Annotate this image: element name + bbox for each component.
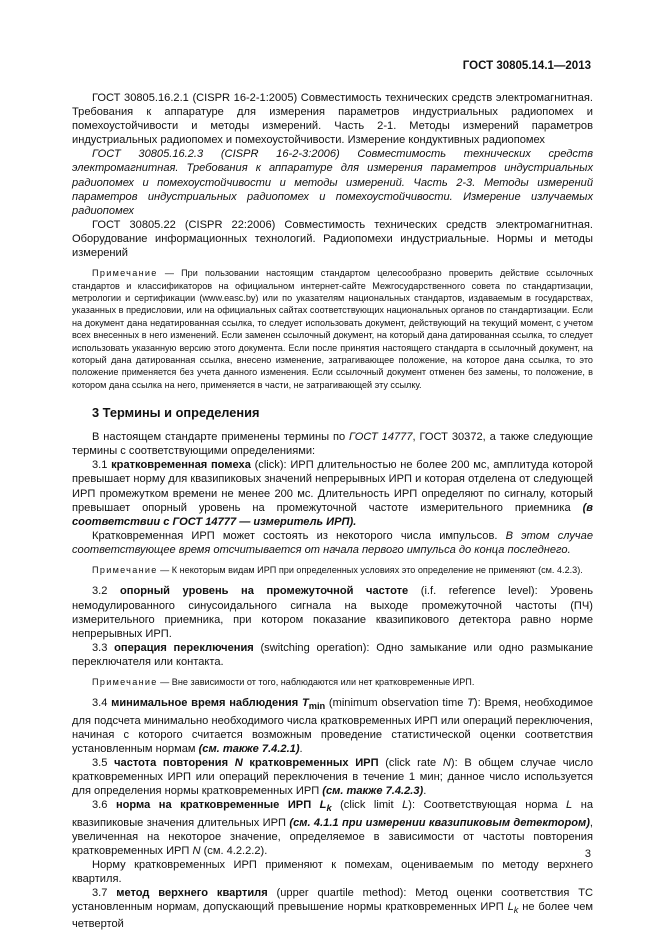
term-3-4 bbox=[72, 696, 593, 756]
note-3-3 bbox=[72, 676, 593, 688]
section-intro bbox=[72, 430, 593, 458]
note-dash: — bbox=[157, 268, 182, 279]
note-text: К некоторым видам ИРП при определенных условиях это определение не применяют (см. 4.2.3). bbox=[171, 565, 583, 576]
intro-text-end: , ГОСТ 30372, а также следующие термины с соответствующими определениями: bbox=[72, 431, 593, 458]
term-3-6 bbox=[72, 798, 593, 858]
term-definition: (minimum observation time bbox=[325, 697, 468, 710]
extra-text: Кратковременная ИРП может состоять из некоторого числа импульсов. bbox=[92, 529, 506, 542]
reference-gost-30805-16-2-1 bbox=[72, 91, 593, 147]
term-name: опорный уровень на промежуточной частоте bbox=[119, 585, 409, 598]
term-definition: (switching operation): Одно замыкание или одно размыкание переключателя или контакта. bbox=[72, 641, 593, 668]
term-name: частота повторения bbox=[114, 757, 235, 769]
term-symbol-inline: L bbox=[507, 901, 514, 914]
term-end: . bbox=[299, 742, 303, 755]
intro-text: В настоящем стандарте применены термины по bbox=[92, 431, 350, 444]
note-references bbox=[72, 267, 593, 391]
term-symbol-inline: N bbox=[192, 844, 201, 857]
term-name: норма на кратковременные ИРП bbox=[115, 799, 320, 812]
term-number: 3.5 bbox=[92, 757, 115, 769]
term-definition-cont: не более чем четвертой bbox=[72, 901, 593, 931]
term-symbol-inline: L bbox=[402, 799, 409, 812]
reference-code: ГОСТ 30805.16.2.1 (CISPR 16-2-1:2005) bbox=[92, 92, 298, 104]
term-symbol-subscript: k bbox=[513, 905, 519, 916]
term-3-5 bbox=[72, 756, 593, 798]
term-3-1 bbox=[72, 458, 593, 528]
term-symbol-inline: L bbox=[566, 799, 573, 812]
note-label: Примечание bbox=[92, 565, 158, 576]
term-definition: (click limit bbox=[331, 799, 403, 812]
term-symbol: T bbox=[301, 697, 309, 710]
term-name: кратковременная помеха bbox=[111, 459, 251, 472]
note-dash: — bbox=[157, 565, 172, 576]
term-number: 3.7 bbox=[92, 887, 117, 900]
term-3-3 bbox=[72, 641, 593, 669]
page-number: 3 bbox=[584, 848, 591, 860]
note-3-1 bbox=[72, 564, 593, 576]
term-name: минимальное время наблюдения bbox=[111, 697, 302, 710]
term-number: 3.6 bbox=[92, 799, 116, 812]
document-code-header: ГОСТ 30805.14.1—2013 bbox=[462, 60, 591, 72]
term-definition: (click rate bbox=[378, 757, 443, 769]
term-definition-end: (см. 4.2.2.2). bbox=[200, 844, 268, 857]
term-definition-cont: ): В общем случае число кратковременных ИРП или операций переключения в течение 1 мин; данное число используется для определения нормы кратковременных ИРП bbox=[72, 757, 593, 798]
intro-gost-ref: ГОСТ 14777 bbox=[349, 431, 413, 444]
term-reference: (в соответствии с ГОСТ 14777 — измеритель ИРП). bbox=[72, 501, 593, 528]
note-label: Примечание bbox=[92, 677, 158, 687]
reference-gost-30805-16-2-3: ГОСТ 30805.16.2.3 (CISPR 16-2-3:2006) Совместимость технических средств электромагнитная. Требования к аппаратуре для измерения параметров индустриальных радиопомех и помехоустойчивости и методы измерений. Часть 2-3. Методы измерений параметров индустриальных радиопомех и помехоустойчивости. Измерение излучаемых радиопомех bbox=[72, 148, 593, 217]
reference-title: Совместимость технических средств электромагнитная. Оборудование информационных технологий. Радиопомехи индустриальные. Нормы и методы измерений bbox=[72, 218, 593, 260]
term-definition-cont: ): Время, необходимое для подсчета минимально необходимого числа кратковременных ИРП или операций переключения, начиная с которого считается возможным проведение статистической оценки соответствия установленным нормам bbox=[72, 697, 593, 755]
term-symbol-inline: T bbox=[467, 697, 474, 710]
note-label: Примечание bbox=[92, 268, 158, 279]
term-number: 3.4 bbox=[92, 697, 112, 710]
reference-title: Совместимость технических средств электромагнитная. Требования к аппаратуре для измерения параметров индустриальных радиопомех и помехоустойчивости и методы измерений. Часть 2-1. Методы измерений параметров индустриальных радиопомех и помехоустойчивости. Измерение кондуктивных радиопомех bbox=[72, 92, 594, 147]
term-number: 3.3 bbox=[92, 641, 115, 654]
term-definition: (click): ИРП длительностью не более 200 мс, амплитуда которой превышает норму для квазипиковых значений непрерывных ИРП и которая отделена от следующей ИРП промежутком времени не менее 200 мс. Длительность ИРП определяют по сигналу, который превышает опорный уровень на промежуточной частоте измерительного приемника bbox=[72, 459, 593, 514]
note-text: Вне зависимости от того, наблюдаются или нет кратковременные ИРП. bbox=[171, 677, 475, 687]
note-dash: — bbox=[157, 677, 172, 687]
term-name: метод верхнего квартиля bbox=[116, 887, 268, 900]
term-definition-cont: ): Соответствующая норма bbox=[408, 799, 567, 812]
term-number: 3.1 bbox=[92, 459, 112, 472]
term-3-2 bbox=[72, 584, 593, 640]
reference-gost-30805-22 bbox=[72, 218, 593, 260]
term-definition-cont: на квазипиковые значения длительных ИРП bbox=[72, 799, 593, 829]
term-reference: (см. также 7.4.2.1) bbox=[198, 742, 300, 755]
term-3-7 bbox=[72, 886, 593, 932]
term-symbol: L bbox=[319, 799, 327, 812]
section-heading: 3 Термины и определения bbox=[92, 405, 260, 421]
note-text: При пользовании настоящим стандартом целесообразно проверить действие ссылочных стандартов и классификаторов на официальном интернет-сайте Межгосударственного совета по стандартизации, метрологии и сертификации (www.easc.by) или по указателям национальных стандартов, издаваемым в государствах, указанных в предисловии, или на официальных сайтах соответствующих национальных органов по стандартизации. Если на документ дана недатированная ссылка, то следует использовать документ, действующий на текущий момент, с учетом всех внесенных в него изменений. Если заменен ссылочный документ, на который дана датированная ссылка, то следует использовать указанную версию этого документа. Если после принятия настоящего стандарта в ссылочный документ, на который дана датированная ссылка, внесено изменение, затрагивающее положение, на которое дана ссылка, то это положение применяется без учета данного изменения. Если ссылочный документ отменен без замены, то положение, в котором дана ссылка на него, применяется в части, не затрагивающей эту ссылку. bbox=[72, 268, 593, 390]
term-reference: (см. также 7.4.2.3) bbox=[322, 785, 424, 798]
term-symbol-subscript: min bbox=[308, 701, 326, 712]
term-3-1-extra bbox=[72, 529, 593, 557]
term-name-cont: кратковременных ИРП bbox=[242, 757, 379, 769]
extra-text-italic: В этом случае соответствующее время отсчитывается от начала первого импульса до конца последнего. bbox=[72, 529, 594, 556]
term-name: операция переключения bbox=[114, 641, 254, 654]
term-symbol: N bbox=[234, 757, 243, 769]
term-number: 3.2 bbox=[92, 585, 120, 598]
term-definition-cont: , увеличенная на некоторое значение, определяемое в зависимости от частоты повторения кратковременных ИРП bbox=[72, 816, 593, 857]
term-3-6-extra: Норму кратковременных ИРП применяют к помехам, оцениваемым по методу верхнего квартиля. bbox=[72, 858, 593, 885]
term-definition: (i.f. reference level): Уровень немодулированного синусоидального сигнала на выходе промежуточной частоты (ПЧ) измерительного приемника, при котором показание квазипикового детектора равно норме непрерывных ИРП. bbox=[72, 585, 593, 640]
term-definition: (upper quartile method): Метод оценки соответствия ТС установленным нормам, допускающий превышение нормы кратковременных ИРП bbox=[72, 887, 593, 914]
term-end: . bbox=[423, 785, 427, 798]
term-reference: (см. 4.1.1 при измерении квазипиковым детектором) bbox=[289, 816, 590, 829]
page-content bbox=[72, 91, 593, 932]
term-symbol-subscript: k bbox=[326, 803, 332, 814]
term-symbol-inline: N bbox=[442, 757, 451, 769]
reference-code: ГОСТ 30805.22 (CISPR 22:2006) bbox=[92, 218, 276, 231]
